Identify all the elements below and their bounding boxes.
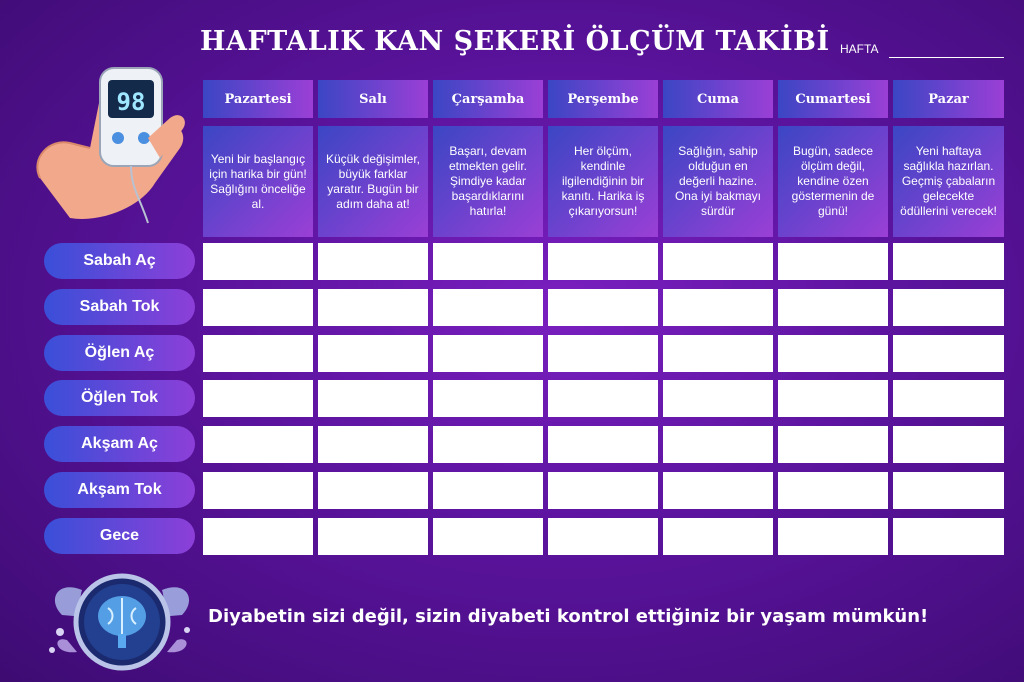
measurement-cell[interactable] [318, 472, 428, 509]
measurement-cell[interactable] [203, 335, 313, 372]
measurement-cell[interactable] [778, 518, 888, 555]
measurement-cell[interactable] [778, 243, 888, 280]
measurement-cell[interactable] [203, 243, 313, 280]
measurement-cell[interactable] [663, 289, 773, 326]
measurement-cell[interactable] [778, 426, 888, 463]
measurement-cell[interactable] [318, 426, 428, 463]
measurement-cell[interactable] [433, 426, 543, 463]
measurement-cell[interactable] [203, 289, 313, 326]
slogan-text: Diyabetin sizi değil, sizin diyabeti kontrol ettiğiniz bir yaşam mümkün! [208, 606, 929, 627]
measurement-cell[interactable] [433, 518, 543, 555]
measurement-cell[interactable] [433, 243, 543, 280]
measurement-cell[interactable] [548, 472, 658, 509]
measurement-cell[interactable] [433, 289, 543, 326]
row-label-oglen-ac: Öğlen Aç [44, 335, 195, 371]
quote-persembe: Her ölçüm, kendinle ilgilendiğinin bir kanıtı. Harika iş çıkarıyorsun! [548, 126, 658, 237]
measurement-cell[interactable] [663, 518, 773, 555]
measurement-cell[interactable] [778, 472, 888, 509]
measurement-cell[interactable] [318, 518, 428, 555]
day-header-cuma: Cuma [663, 80, 773, 118]
measurement-cell[interactable] [778, 335, 888, 372]
quote-sali: Küçük değişimler, büyük farklar yaratır. Bugün bir adım daha at! [318, 126, 428, 237]
day-header-pazartesi: Pazartesi [203, 80, 313, 118]
measurement-cell[interactable] [778, 380, 888, 417]
day-header-persembe: Perşembe [548, 80, 658, 118]
row-label-aksam-ac: Akşam Aç [44, 426, 195, 462]
measurement-cell[interactable] [893, 426, 1004, 463]
glowing-brain-icon [42, 560, 202, 680]
measurement-cell[interactable] [893, 518, 1004, 555]
row-label-gece: Gece [44, 518, 195, 554]
measurement-cell[interactable] [548, 243, 658, 280]
row-label-sabah-ac: Sabah Aç [44, 243, 195, 279]
measurement-cell[interactable] [663, 426, 773, 463]
day-header-carsamba: Çarşamba [433, 80, 543, 118]
measurement-cell[interactable] [893, 289, 1004, 326]
glucose-meter-hand-icon [30, 58, 198, 228]
week-label: HAFTA [840, 42, 879, 56]
quote-cumartesi: Bugün, sadece ölçüm değil, kendine özen göstermenin de günü! [778, 126, 888, 237]
page-title: HAFTALIK KAN ŞEKERİ ÖLÇÜM TAKİBİ [200, 26, 830, 57]
day-header-cumartesi: Cumartesi [778, 80, 888, 118]
quote-pazar: Yeni haftaya sağlıkla hazırlan. Geçmiş çabaların gelecekte ödüllerini verecek! [893, 126, 1004, 237]
measurement-cell[interactable] [663, 243, 773, 280]
measurement-cell[interactable] [663, 335, 773, 372]
measurement-cell[interactable] [893, 243, 1004, 280]
measurement-cell[interactable] [893, 380, 1004, 417]
measurement-cell[interactable] [318, 380, 428, 417]
row-label-aksam-tok: Akşam Tok [44, 472, 195, 508]
day-header-pazar: Pazar [893, 80, 1004, 118]
measurement-cell[interactable] [433, 335, 543, 372]
measurement-cell[interactable] [318, 243, 428, 280]
row-label-sabah-tok: Sabah Tok [44, 289, 195, 325]
measurement-cell[interactable] [203, 472, 313, 509]
measurement-cell[interactable] [663, 472, 773, 509]
measurement-cell[interactable] [893, 335, 1004, 372]
measurement-cell[interactable] [433, 380, 543, 417]
measurement-cell[interactable] [893, 472, 1004, 509]
measurement-cell[interactable] [433, 472, 543, 509]
meter-display-value: 98 [116, 88, 146, 116]
week-input-line[interactable] [889, 57, 1004, 58]
measurement-cell[interactable] [318, 289, 428, 326]
measurement-cell[interactable] [203, 518, 313, 555]
measurement-cell[interactable] [203, 426, 313, 463]
quote-pazartesi: Yeni bir başlangıç için harika bir gün! Sağlığını önceliğe al. [203, 126, 313, 237]
measurement-cell[interactable] [548, 380, 658, 417]
measurement-cell[interactable] [548, 289, 658, 326]
measurement-cell[interactable] [548, 518, 658, 555]
measurement-cell[interactable] [203, 380, 313, 417]
quote-carsamba: Başarı, devam etmekten gelir. Şimdiye kadar başardıklarını hatırla! [433, 126, 543, 237]
measurement-cell[interactable] [548, 426, 658, 463]
measurement-cell[interactable] [778, 289, 888, 326]
row-label-oglen-tok: Öğlen Tok [44, 380, 195, 416]
measurement-cell[interactable] [663, 380, 773, 417]
measurement-cell[interactable] [548, 335, 658, 372]
measurement-cell[interactable] [318, 335, 428, 372]
quote-cuma: Sağlığın, sahip olduğun en değerli hazine. Ona iyi bakmayı sürdür [663, 126, 773, 237]
day-header-sali: Salı [318, 80, 428, 118]
